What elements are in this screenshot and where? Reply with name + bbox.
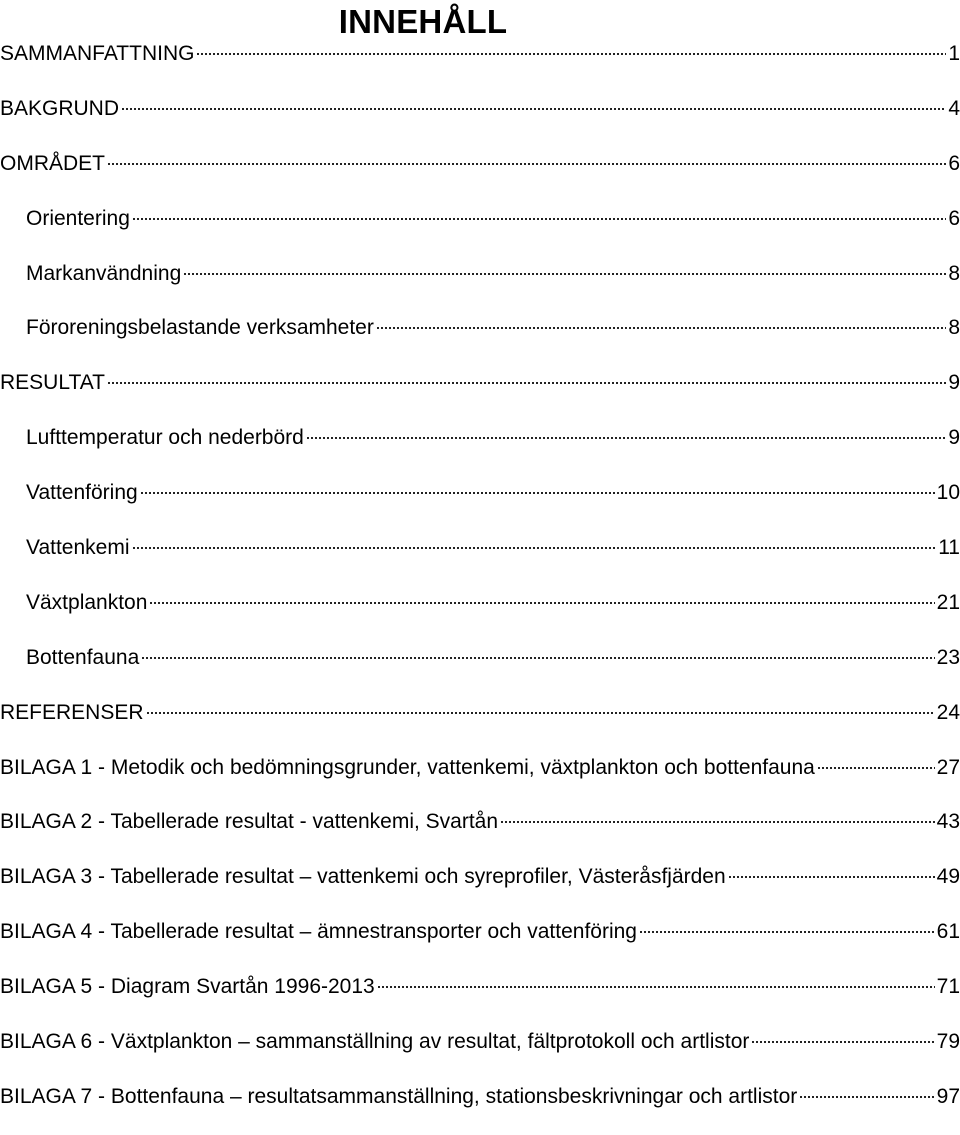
toc-entry-label: Orientering — [26, 206, 130, 230]
toc-entry-page-number: 79 — [936, 1030, 960, 1054]
dot-leader — [817, 766, 935, 772]
toc-entry-resultat[interactable] — [0, 366, 960, 421]
dot-leader — [183, 272, 946, 278]
toc-entry-label: OMRÅDET — [0, 151, 105, 175]
dot-leader — [306, 436, 946, 442]
toc-entry-bilaga-5[interactable] — [0, 970, 960, 1025]
toc-entry-label: BILAGA 6 - Växtplankton – sammanställning av resultat, fältprotokoll och artlistor — [0, 1030, 750, 1054]
toc-entry-page-number: 21 — [936, 590, 960, 614]
toc-entry-label: Vattenföring — [26, 481, 138, 505]
toc-entry-label: RESULTAT — [0, 371, 106, 395]
toc-entry-lufttemperatur-och-nederbord[interactable] — [0, 421, 960, 476]
dot-leader — [500, 820, 935, 826]
toc-entry-omradet[interactable] — [0, 147, 960, 202]
toc-entry-page-number: 61 — [936, 920, 960, 944]
dot-leader — [196, 52, 946, 58]
toc-entry-label: BILAGA 4 - Tabellerade resultat – ämnestransporter och vattenföring — [0, 920, 637, 944]
toc-entry-page-number: 27 — [936, 755, 960, 779]
toc-entry-page-number: 43 — [936, 810, 960, 834]
dot-leader — [799, 1095, 934, 1101]
toc-entry-label: REFERENSER — [0, 700, 144, 724]
toc-entry-label: Markanvändning — [26, 261, 182, 285]
toc-entry-label: SAMMANFATTNING — [0, 42, 195, 65]
dot-leader — [132, 217, 946, 223]
dot-leader — [121, 107, 946, 113]
toc-entry-label: Föroreningsbelastande verksamheter — [26, 316, 374, 340]
toc-entry-bilaga-3[interactable] — [0, 860, 960, 915]
toc-entry-bilaga-2[interactable] — [0, 805, 960, 860]
toc-entry-label: BAKGRUND — [0, 96, 120, 120]
toc-entry-page-number: 4 — [948, 96, 960, 120]
dot-leader — [107, 381, 946, 387]
toc-entry-bakgrund[interactable] — [0, 92, 960, 147]
dot-leader — [132, 546, 937, 552]
toc-entry-label: BILAGA 7 - Bottenfauna – resultatsammanställning, stationsbeskrivningar och artlistor — [0, 1084, 798, 1108]
toc-entry-fororeningsbelastande-verksamheter[interactable] — [0, 311, 960, 366]
toc-entry-page-number: 9 — [948, 371, 960, 395]
toc-entry-page-number: 24 — [936, 700, 960, 724]
toc-entry-vattenforing[interactable] — [0, 476, 960, 531]
toc-entry-page-number: 9 — [948, 426, 960, 450]
toc-entry-bilaga-1[interactable] — [0, 751, 960, 806]
toc-entry-page-number: 71 — [936, 975, 960, 999]
toc-entry-page-number: 8 — [948, 316, 960, 340]
toc-entry-label: Vattenkemi — [26, 536, 130, 560]
toc-entry-label: BILAGA 1 - Metodik och bedömningsgrunder, vattenkemi, växtplankton och bottenfauna — [0, 755, 815, 779]
toc-entry-page-number: 10 — [936, 481, 960, 505]
toc-entry-referenser[interactable] — [0, 696, 960, 751]
toc-entry-page-number: 49 — [936, 865, 960, 889]
toc-entry-page-number: 1 — [948, 42, 960, 65]
toc-entry-label: BILAGA 5 - Diagram Svartån 1996-2013 — [0, 975, 375, 999]
toc-entry-markanvandning[interactable] — [0, 257, 960, 312]
toc-entry-page-number: 23 — [936, 645, 960, 669]
toc-entry-vaxtplankton[interactable] — [0, 586, 960, 641]
toc-entry-page-number: 8 — [948, 261, 960, 285]
dot-leader — [377, 985, 935, 991]
toc-entry-bilaga-7[interactable] — [0, 1080, 960, 1135]
dot-leader — [140, 491, 935, 497]
toc-entry-label: Växtplankton — [26, 590, 148, 614]
toc-entry-vattenkemi[interactable] — [0, 531, 960, 586]
dot-leader — [146, 711, 935, 717]
toc-entry-page-number: 97 — [936, 1084, 960, 1108]
toc-entry-label: BILAGA 2 - Tabellerade resultat - vattenkemi, Svartån — [0, 810, 499, 834]
toc-entry-sammanfattning[interactable] — [0, 37, 960, 92]
toc-entry-label: Lufttemperatur och nederbörd — [26, 426, 304, 450]
toc-entry-bottenfauna[interactable] — [0, 641, 960, 696]
toc-entry-page-number: 11 — [938, 536, 960, 560]
toc-title: INNEHÅLL — [338, 3, 508, 40]
dot-leader — [728, 875, 935, 881]
toc-list — [0, 37, 960, 1135]
toc-entry-label: BILAGA 3 - Tabellerade resultat – vattenkemi och syreprofiler, Västeråsfjärden — [0, 865, 726, 889]
toc-entry-page-number: 6 — [948, 151, 960, 175]
toc-entry-bilaga-4[interactable] — [0, 915, 960, 970]
toc-entry-bilaga-6[interactable] — [0, 1025, 960, 1080]
toc-entry-orientering[interactable] — [0, 202, 960, 257]
dot-leader — [639, 930, 935, 936]
dot-leader — [107, 162, 946, 168]
toc-entry-page-number: 6 — [948, 206, 960, 230]
dot-leader — [751, 1040, 934, 1046]
dot-leader — [376, 326, 946, 332]
dot-leader — [149, 601, 934, 607]
toc-entry-label: Bottenfauna — [26, 645, 140, 669]
dot-leader — [141, 656, 934, 662]
